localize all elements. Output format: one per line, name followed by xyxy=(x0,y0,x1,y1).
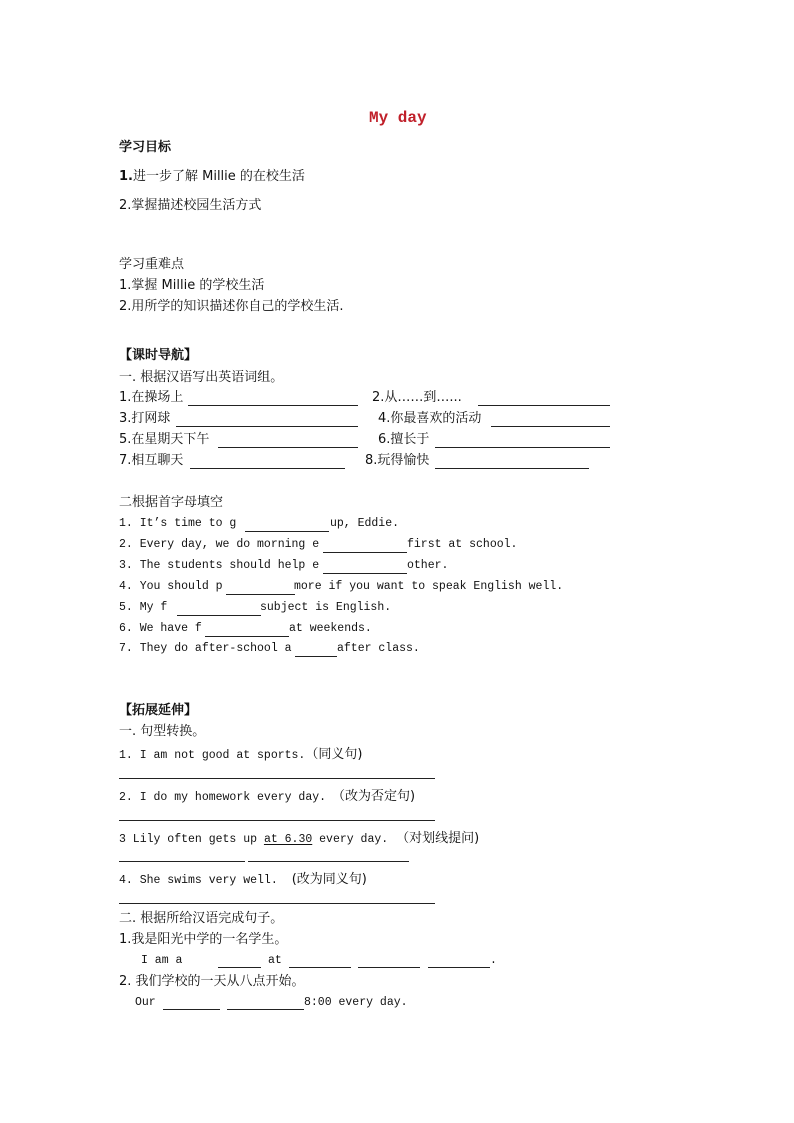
answer-line xyxy=(119,903,435,904)
key-point-item-2: 2.用所学的知识描述你自己的学校生活. xyxy=(119,299,344,314)
phrase-item-3: 3.打网球 xyxy=(119,411,171,426)
translate-item-2-start: Our xyxy=(135,996,156,1009)
phrase-task-heading: 一. 根据汉语写出英语词组。 xyxy=(119,370,284,385)
phrase-item-4: 4.你最喜欢的活动 xyxy=(378,411,482,426)
answer-line xyxy=(119,820,435,821)
translate-task-heading: 二. 根据所给汉语完成句子。 xyxy=(119,911,284,926)
objectives-heading: 学习目标 xyxy=(119,140,172,155)
phrase-item-6: 6.擅长于 xyxy=(378,432,430,447)
answer-line xyxy=(248,861,409,862)
answer-line xyxy=(218,447,358,448)
translate-item-1-middle: at xyxy=(268,954,282,967)
transform-question-4 xyxy=(119,870,367,887)
transform-question-1 xyxy=(119,745,362,762)
answer-line xyxy=(295,656,337,657)
transform-question-3 xyxy=(119,829,479,846)
answer-line xyxy=(323,552,407,553)
answer-line xyxy=(177,615,261,616)
fill-item-3-end: other. xyxy=(407,559,449,572)
answer-line xyxy=(119,861,245,862)
fill-item-6-start: 6. We have f xyxy=(119,622,202,635)
answer-line xyxy=(435,447,610,448)
translate-item-2-chinese: 2. 我们学校的一天从八点开始。 xyxy=(119,974,305,989)
answer-line xyxy=(227,1009,304,1010)
fill-task-heading: 二根据首字母填空 xyxy=(119,495,224,510)
fill-item-4-end: more if you want to speak English well. xyxy=(294,580,564,593)
answer-line xyxy=(435,468,589,469)
fill-item-4-start: 4. You should p xyxy=(119,580,223,593)
answer-line xyxy=(163,1009,220,1010)
phrase-item-8: 8.玩得愉快 xyxy=(365,453,430,468)
objective-item-1-text: 进一步了解 Millie 的在校生活 xyxy=(132,169,305,184)
fill-item-3-start: 3. The students should help e xyxy=(119,559,320,572)
answer-line xyxy=(358,967,420,968)
phrase-item-1: 1.在操场上 xyxy=(119,390,184,405)
answer-line xyxy=(218,967,261,968)
question-text: 4. She swims very well. xyxy=(119,874,278,887)
fill-item-1-start: 1. It’s time to g xyxy=(119,517,237,530)
question-instruction: （改为否定句) xyxy=(332,789,416,804)
answer-line xyxy=(491,426,610,427)
question-instruction: （对划线提问) xyxy=(396,831,480,846)
phrase-item-7: 7.相互聊天 xyxy=(119,453,184,468)
fill-item-2-start: 2. Every day, we do morning e xyxy=(119,538,320,551)
period-mark: . xyxy=(490,954,497,967)
answer-line xyxy=(478,405,610,406)
answer-line xyxy=(119,778,435,779)
question-text: 1. I am not good at sports. xyxy=(119,749,306,762)
question-text: 3 Lily often gets up xyxy=(119,833,264,846)
underlined-phrase: at 6.30 xyxy=(263,833,313,846)
key-point-item-1: 1.掌握 Millie 的学校生活 xyxy=(119,278,265,293)
translate-item-1-start: I am a xyxy=(141,954,183,967)
translate-item-2-end: 8:00 every day. xyxy=(304,996,408,1009)
answer-line xyxy=(226,594,295,595)
answer-line xyxy=(190,468,345,469)
transform-task-heading: 一. 句型转换。 xyxy=(119,724,206,739)
fill-item-2-end: first at school. xyxy=(407,538,518,551)
answer-line xyxy=(188,405,358,406)
answer-line xyxy=(428,967,490,968)
translate-item-1-chinese: 1.我是阳光中学的一名学生。 xyxy=(119,932,288,947)
answer-line xyxy=(176,426,358,427)
fill-item-1-end: up, Eddie. xyxy=(330,517,400,530)
objective-item-2: 2.掌握描述校园生活方式 xyxy=(119,198,262,213)
objective-item-1 xyxy=(119,170,305,183)
phrase-item-5: 5.在星期天下午 xyxy=(119,432,210,447)
fill-item-5-start: 5. My f xyxy=(119,601,168,614)
section-heading-extension: 【拓展延伸】 xyxy=(119,703,198,718)
page-title: My day xyxy=(369,109,427,127)
transform-question-2 xyxy=(119,787,415,804)
fill-item-5-end: subject is English. xyxy=(260,601,392,614)
question-instruction: (改为同义句) xyxy=(291,872,367,887)
answer-line xyxy=(323,573,407,574)
phrase-item-2: 2.从……到…... xyxy=(372,390,462,405)
answer-line xyxy=(205,636,289,637)
fill-item-7-end: after class. xyxy=(337,642,420,655)
question-text: 2. I do my homework every day. xyxy=(119,791,327,804)
fill-item-7-start: 7. They do after-school a xyxy=(119,642,292,655)
section-heading-navigation: 【课时导航】 xyxy=(119,348,198,363)
question-instruction: （同义句) xyxy=(305,747,363,762)
fill-item-6-end: at weekends. xyxy=(289,622,372,635)
key-points-heading: 学习重难点 xyxy=(119,257,185,272)
objective-item-1-number: 1. xyxy=(119,169,133,184)
question-text: every day. xyxy=(312,833,389,846)
answer-line xyxy=(245,531,329,532)
answer-line xyxy=(289,967,351,968)
